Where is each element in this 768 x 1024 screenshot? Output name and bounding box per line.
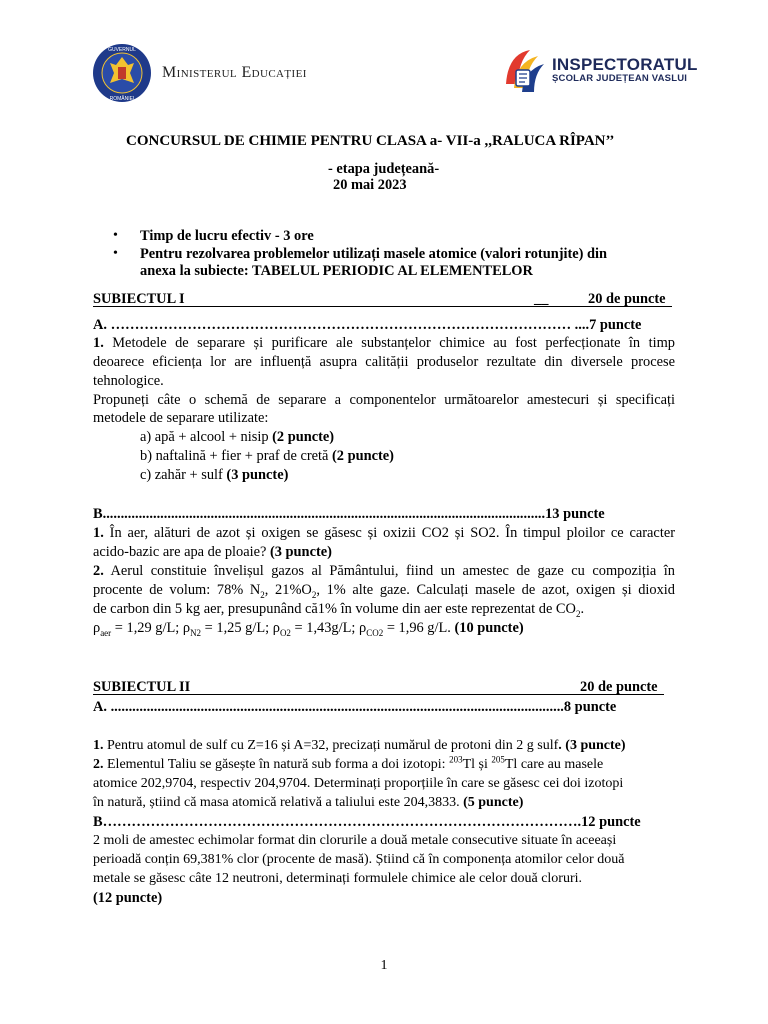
- s1-q2-line1: 2. Aerul constituie învelișul gazos al Pământului, fiind un amestec de gaze cu compoziția în: [93, 563, 675, 579]
- s2-q2-line3: în natură, știind că masa atomică relativă a taliului este 204,3833. (5 puncte): [93, 795, 524, 810]
- divider: [93, 306, 672, 307]
- s2-q2-line1: 2. Elementul Taliu se găsește în natură sub forma a doi izotopi: $^{203}$Tl și $^{205}$Tl care au masele: [93, 754, 604, 772]
- s1-q1-line2: acido-bazic are apa de ploaie? (3 puncte): [93, 544, 332, 560]
- subject-1-part-a: A. …………………………………………………………………………………… ....7 puncte: [93, 317, 642, 333]
- bullet-icon: •: [113, 228, 118, 243]
- instruction-time: Timp de lucru efectiv - 3 ore: [140, 228, 314, 244]
- page-number: 1: [380, 958, 388, 973]
- subject-1-points: 20 de puncte: [588, 291, 666, 307]
- subject-2-title: SUBIECTUL II: [93, 679, 191, 695]
- s2-q2-line2: atomice 202,9704, respectiv 204,9704. Determinați proporțiile în care se găsesc cei doi izotopi: [93, 776, 624, 791]
- subject-1-title: SUBIECTUL I: [93, 291, 185, 307]
- svg-text:GUVERNUL: GUVERNUL: [108, 47, 136, 53]
- s2-b-line3: metale se găsesc câte 12 neutroni, determinați formulele chimice ale celor două cloruri.: [93, 871, 583, 886]
- s1-item-c: c) zahăr + sulf (3 puncte): [140, 467, 289, 483]
- inspectorate-title: INSPECTORATUL: [552, 55, 698, 75]
- svg-text:ROMÂNIEI: ROMÂNIEI: [109, 96, 135, 102]
- government-seal-icon: [92, 43, 152, 103]
- contest-title: CONCURSUL DE CHIMIE PENTRU CLASA a- VII-a ,,RALUCA RÎPAN’’: [126, 133, 615, 149]
- contest-date: 20 mai 2023: [333, 177, 407, 193]
- s1-p1-line1: 1. Metodele de separare și purificare ale substanțelor chimice au fost perfecționate în timp: [93, 335, 675, 351]
- s1-p1-line2: deoarece eficiența lor are influență asupra calității produselor rezultate din diversele procese: [93, 354, 675, 370]
- subject-2-points: 20 de puncte: [580, 679, 658, 695]
- inspectorate-header: [500, 44, 698, 96]
- ministry-header: [92, 43, 307, 103]
- s1-q2-line2: procente de volum: 78% $N_2$, $21\%O_2$, 1% alte gaze. Calculați masele de azot, oxigen și dioxid: [93, 582, 675, 600]
- s2-q1: 1. Pentru atomul de sulf cu Z=16 și A=32, precizați numărul de protoni din 2 g sulf. (3 puncte): [93, 738, 626, 753]
- contest-stage: - etapa județeană-: [328, 161, 440, 177]
- instruction-masses: Pentru rezolvarea problemelor utilizați masele atomice (valori rotunjite) din: [140, 246, 608, 262]
- inspectorate-subtitle: ȘCOLAR JUDEȚEAN VASLUI: [552, 72, 688, 84]
- s1-p1-line5: metodele de separare utilizate:: [93, 410, 269, 426]
- s1-p1-line4: Propuneți câte o schemă de separare a componentelor următoarelor amestecuri și specificați: [93, 392, 675, 408]
- s1-q1-line1: 1. În aer, alături de azot și oxigen se găsesc și oxizii CO2 și SO2. În timpul ploilor ce caracter: [93, 525, 675, 541]
- subject-2-part-b: B……………………………………………………………………………………….12 puncte: [93, 814, 641, 830]
- s2-b-line1: 2 moli de amestec echimolar format din clorurile a două metale consecutive situate în aceeași: [93, 833, 617, 848]
- subject-1-part-b: B...........................................................................................................................13 puncte: [93, 506, 605, 522]
- s1-item-a: a) apă + alcool + nisip (2 puncte): [140, 429, 335, 445]
- s2-b-points: (12 puncte): [93, 890, 163, 906]
- ministry-name: Ministerul Educației: [162, 64, 307, 81]
- inspectorate-logo-icon: [500, 44, 546, 96]
- bullet-icon: •: [113, 246, 118, 261]
- s1-q2-line3: de carbon din 5 kg aer, presupunând că1% în volume din aer este reprezentat de $CO_2$.: [93, 601, 585, 619]
- s1-p1-line3: tehnologice.: [93, 373, 164, 389]
- s1-densities: $\rho_{aer} = 1,29$ g/L; $\rho_{N2} = 1,25$ g/L; $\rho_{O2} = 1,43g/L$; $\rho_{CO2} = 1,96$ g/L. (10 puncte): [93, 620, 524, 638]
- s1-item-b: b) naftalină + fier + praf de cretă (2 puncte): [140, 448, 394, 464]
- divider: [93, 694, 664, 695]
- subject-2-part-a: A. ..............................................................................................................................8 puncte: [93, 699, 617, 715]
- s2-b-line2: perioadă conțin 69,381% clor (procente de masă). Știind că în componența atomilor celor două: [93, 852, 625, 867]
- subject-1-dash: __: [534, 291, 549, 307]
- instruction-masses-cont: anexa la subiecte: TABELUL PERIODIC AL ELEMENTELOR: [140, 263, 533, 279]
